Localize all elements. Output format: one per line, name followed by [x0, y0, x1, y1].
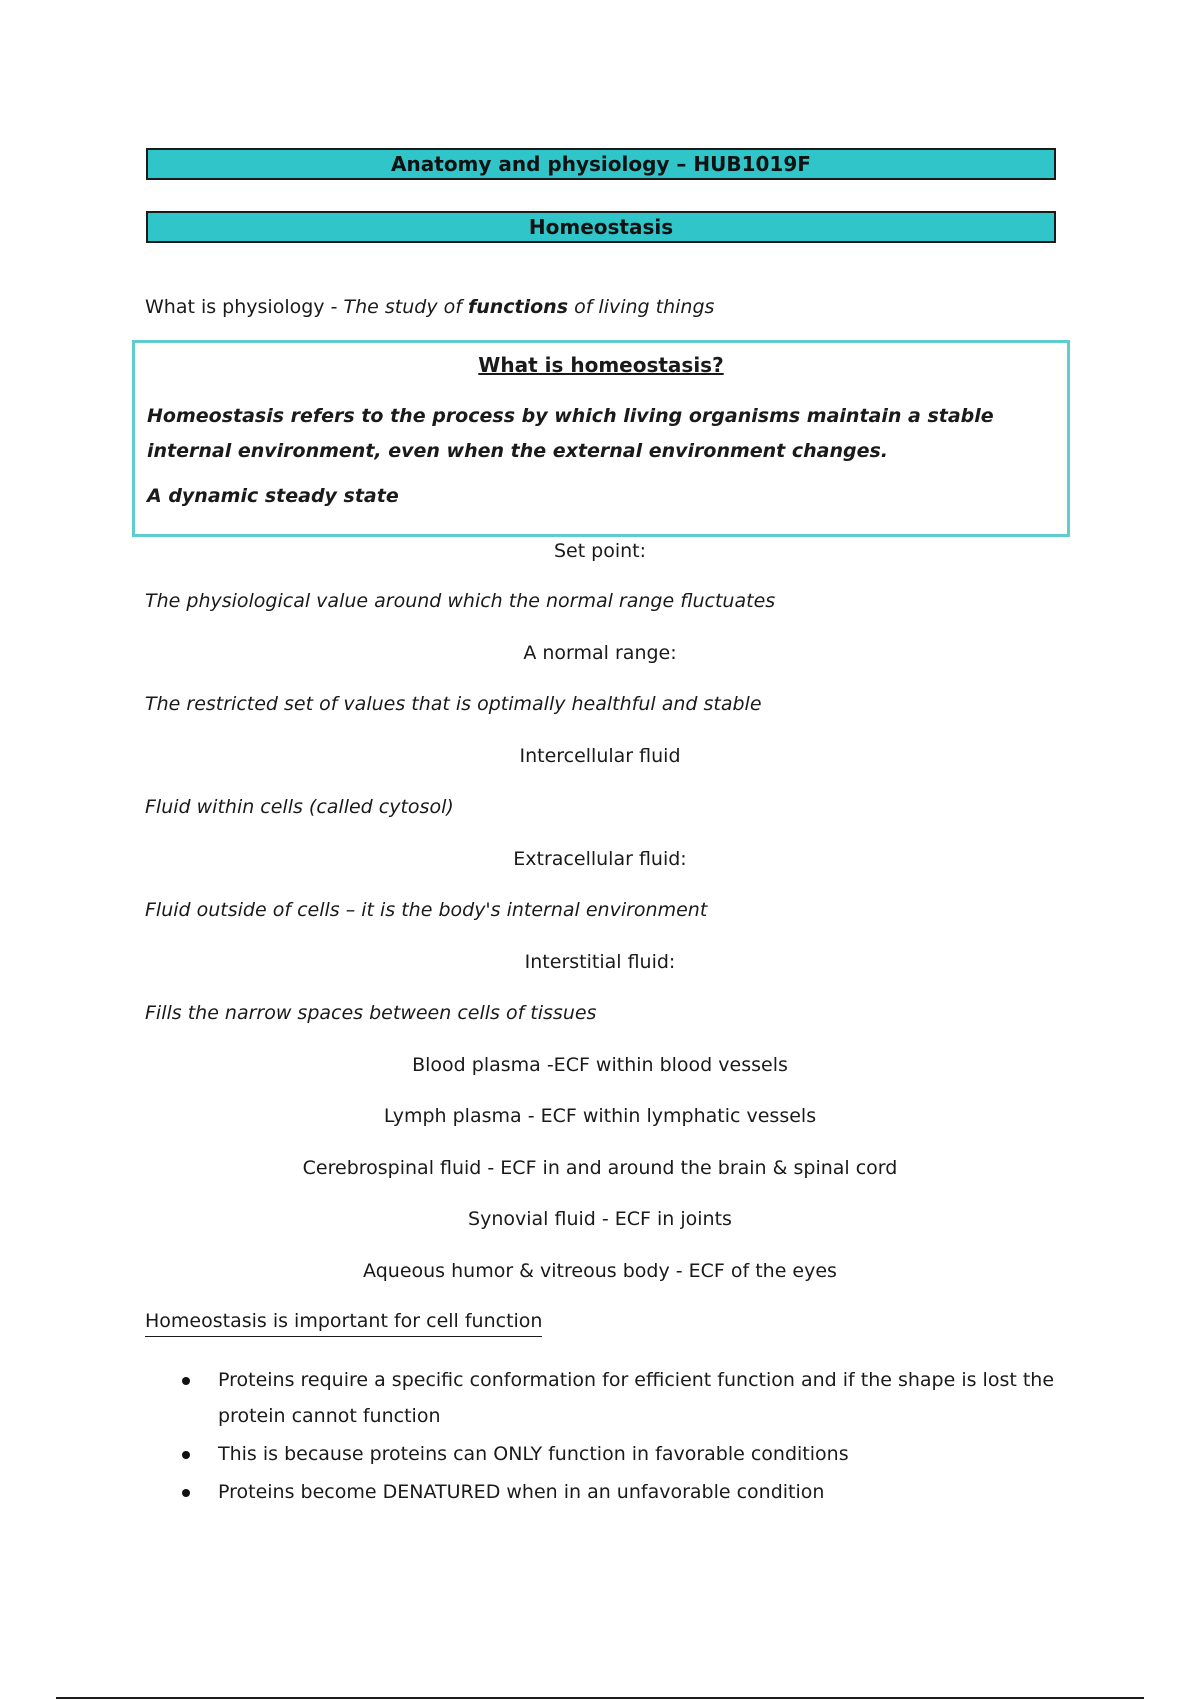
term-heading: Interstitial fluid: — [524, 951, 676, 973]
ecf-type-item: Blood plasma -ECF within blood vessels — [412, 1054, 788, 1076]
topic-title-banner — [146, 211, 1056, 243]
physiology-answer-end: of living things — [568, 296, 715, 318]
importance-heading: Homeostasis is important for cell function — [145, 1310, 542, 1337]
bullet-text: Proteins become DENATURED when in an unfavorable condition — [218, 1481, 825, 1503]
term-definition: Fluid outside of cells – it is the body's internal environment — [145, 899, 708, 921]
ecf-type-item: Synovial fluid - ECF in joints — [468, 1208, 732, 1230]
homeostasis-definition-box — [132, 340, 1070, 537]
term-definition: The physiological value around which the normal range fluctuates — [145, 590, 776, 612]
term-heading: Set point: — [553, 540, 647, 562]
list-item — [180, 1362, 1060, 1434]
homeostasis-subtitle: A dynamic steady state — [147, 485, 399, 507]
bullet-icon — [182, 1377, 190, 1385]
term-definition: Fluid within cells (called cytosol) — [145, 796, 454, 818]
bullet-icon — [182, 1489, 190, 1497]
physiology-answer-start: The study of — [343, 296, 468, 318]
importance-bullet-list — [180, 1362, 1060, 1512]
bullet-text: This is because proteins can ONLY function in favorable conditions — [218, 1443, 849, 1465]
bullet-icon — [182, 1451, 190, 1459]
list-item — [180, 1474, 1060, 1510]
homeostasis-definition: Homeostasis refers to the process by which living organisms maintain a stable internal environment, even when the external environment changes. — [147, 405, 994, 462]
ecf-type-item: Aqueous humor & vitreous body - ECF of the eyes — [363, 1260, 837, 1282]
course-title-banner — [146, 148, 1056, 180]
physiology-question: What is physiology - — [145, 296, 344, 318]
homeostasis-box-title: What is homeostasis? — [478, 353, 724, 377]
physiology-definition — [145, 296, 714, 318]
physiology-answer-keyword: functions — [467, 296, 569, 318]
term-definition: Fills the narrow spaces between cells of tissues — [145, 1002, 597, 1024]
list-item — [180, 1436, 1060, 1472]
ecf-type-item: Lymph plasma - ECF within lymphatic vessels — [383, 1105, 817, 1127]
footer-divider — [56, 1697, 1144, 1699]
term-definition: The restricted set of values that is optimally healthful and stable — [145, 693, 762, 715]
topic-title: Homeostasis — [528, 215, 674, 239]
term-heading: A normal range: — [523, 642, 677, 664]
term-heading: Extracellular fluid: — [513, 848, 687, 870]
course-title: Anatomy and physiology – HUB1019F — [391, 152, 811, 176]
bullet-text: Proteins require a specific conformation for efficient function and if the shape is lost the protein cannot function — [218, 1369, 1055, 1427]
ecf-type-item: Cerebrospinal fluid - ECF in and around the brain & spinal cord — [302, 1157, 898, 1179]
term-heading: Intercellular fluid — [519, 745, 681, 767]
